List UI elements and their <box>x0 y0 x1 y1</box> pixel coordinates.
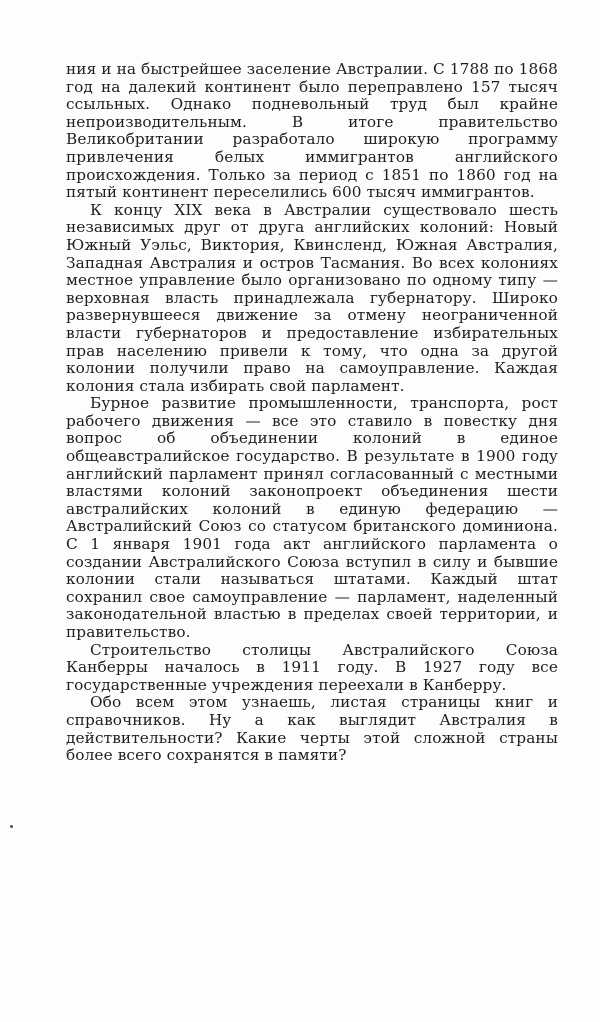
paragraph-canberra: Строительство столицы Австралийского Союза Канберры началось в 1911 году. В 1927 году все государственные учреждения переехали в Канберру. <box>66 640 558 694</box>
paragraph-colonies: К концу XIX века в Австралии существовало шесть независимых друг от друга английских колоний: Новый Южный Уэльс, Виктория, Квинсленд, Южная Австралия, Западная Австралия и остров Тасмания. Во всех колониях местное управление было организовано по одному типу — верховная власть принадлежала губернатору. Широко развернувшееся движение за отмену неограниченной власти губернаторов и предоставление избирательных прав населению привели к тому, что одна за другой колонии получили право на самоуправление. Каждая колония стала избирать свой парламент. <box>66 200 558 395</box>
paragraph-federation: Бурное развитие промышленности, транспорта, рост рабочего движения — все это ставило в повестку дня вопрос об объединении колоний в единое общеавстралийское государство. В результате в 1900 году английский парламент принял согласованный с местными властями колоний законопроект объединения шести австралийских колоний в единую федерацию — Австралийский Союз со статусом британского доминиона. С 1 января 1901 года акт английского парламента о создании Австралийского Союза вступил в силу и бывшие колонии стали называться штатами. Каждый штат сохранил свое самоуправление — парламент, наделенный законодательной властью в пределах своей территории, и правительство. <box>66 394 558 641</box>
page-text <box>66 61 558 765</box>
margin-speck <box>10 825 13 828</box>
paragraph-continuation: ния и на быстрейшее заселение Австралии. С 1788 по 1868 год на далекий континент было переправлено 157 тысяч ссыльных. Однако подневольный труд был крайне непроизводительным. В итоге правительство Великобритании разработало широкую программу привлечения белых иммигрантов английского происхождения. Только за период с 1851 по 1860 год на пятый континент переселились 600 тысяч иммигрантов. <box>66 60 558 202</box>
paragraph-closing: Обо всем этом узнаешь, листая страницы книг и справочников. Ну а как выглядит Австралия в действительности? Какие черты этой сложной страны более всего сохранятся в памяти? <box>66 693 558 765</box>
